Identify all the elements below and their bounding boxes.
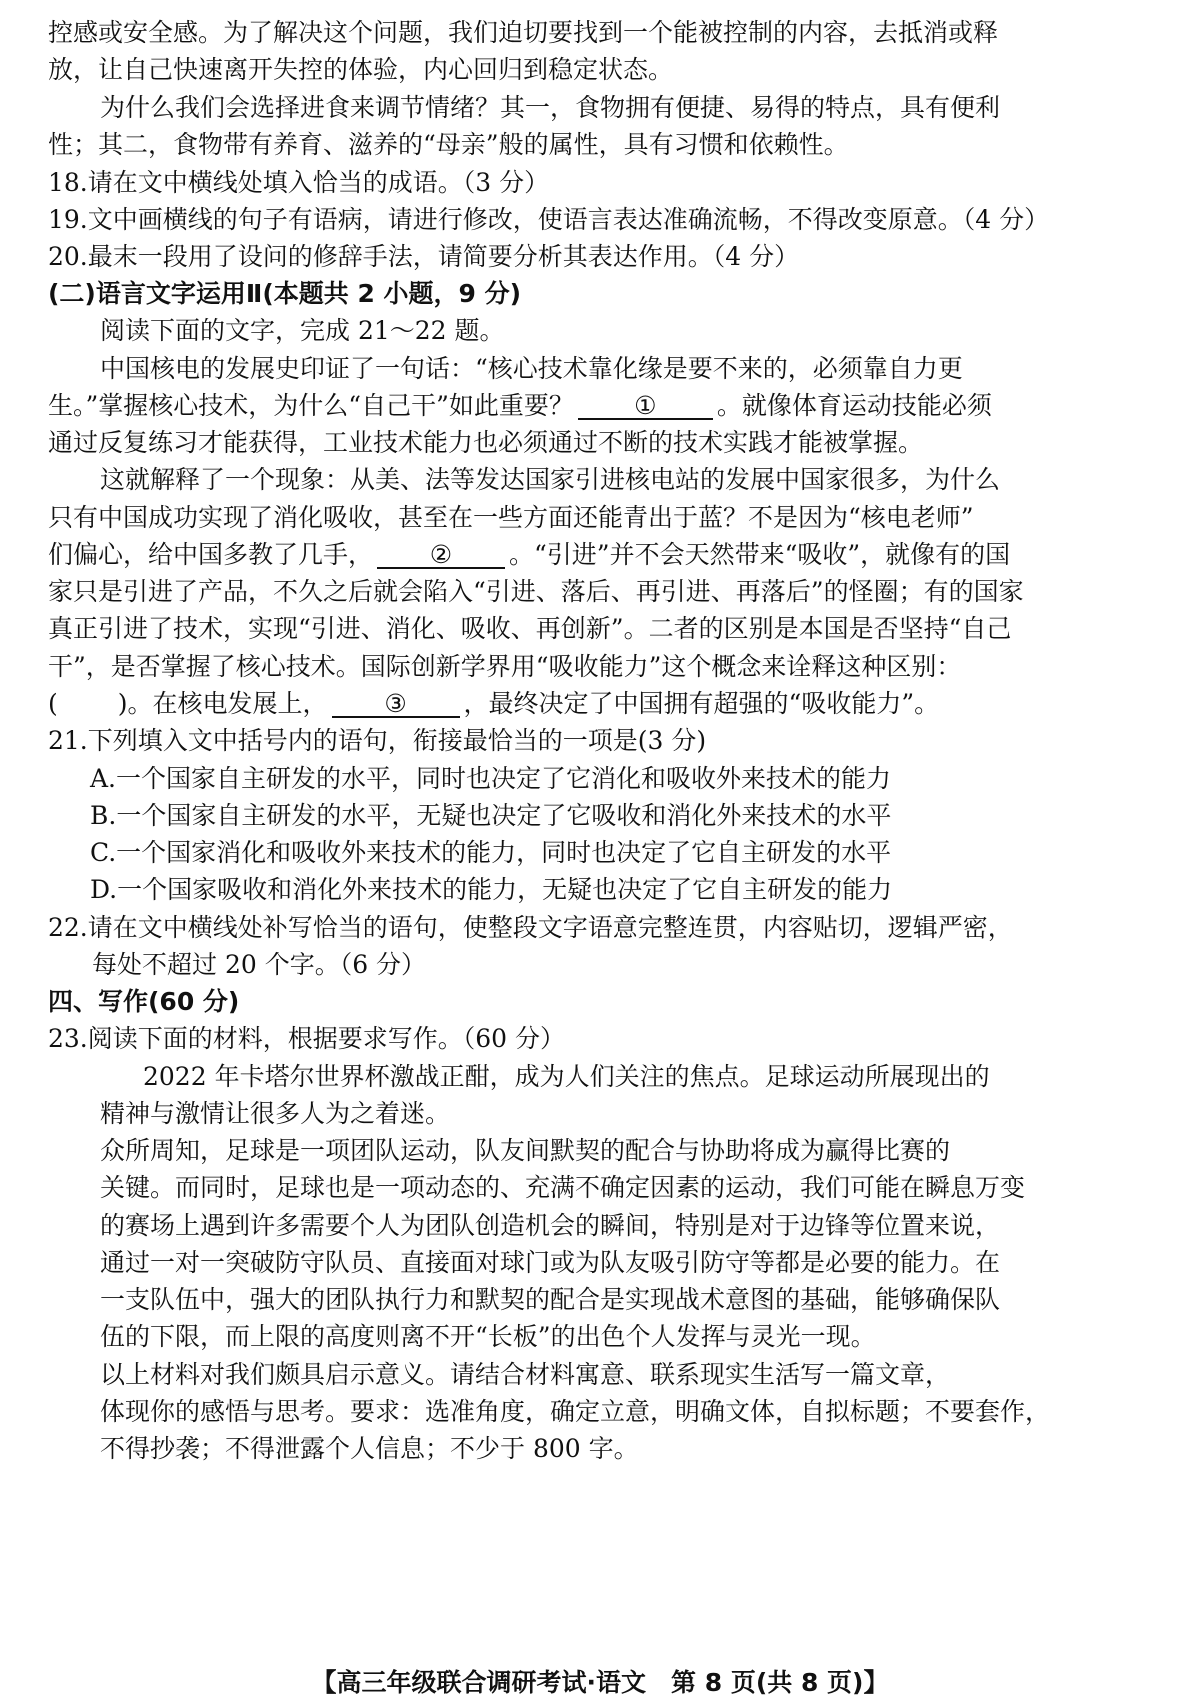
text-line: 只有中国成功实现了消化吸收，甚至在一些方面还能青出于蓝？不是因为“核电老师”	[48, 503, 974, 532]
option-d: D.一个国家吸收和消化外来技术的能力，无疑也决定了它自主研发的能力	[90, 875, 893, 904]
text-line	[48, 542, 1010, 569]
blank-3: ③	[332, 691, 460, 718]
text-line: 关键。而同时，足球也是一项动态的、充满不确定因素的运动，我们可能在瞬息万变	[100, 1173, 1026, 1202]
text-line: 不得抄袭；不得泄露个人信息；不少于 800 字。	[100, 1434, 639, 1463]
page-footer: 【高三年级联合调研考试·语文 第 8 页(共 8 页)】	[311, 1668, 889, 1697]
text-line: 通过一对一突破防守队员、直接面对球门或为队友吸引防守等都是必要的能力。在	[100, 1248, 1001, 1277]
question-20: 20.最末一段用了设问的修辞手法，请简要分析其表达作用。（4 分）	[48, 242, 800, 271]
text-line: 通过反复练习才能获得，工业技术能力也必须通过不断的技术实践才能被掌握。	[48, 428, 924, 457]
question-23: 23.阅读下面的材料，根据要求写作。（60 分）	[48, 1024, 566, 1053]
text-line: 每处不超过 20 个字。（6 分）	[92, 950, 427, 979]
text-line: 放，让自己快速离开失控的体验，内心回归到稳定状态。	[48, 55, 674, 84]
text-line	[48, 393, 992, 420]
option-a: A.一个国家自主研发的水平，同时也决定了它消化和吸收外来技术的能力	[90, 764, 892, 793]
text-line: 真正引进了技术，实现“引进、消化、吸收、再创新”。二者的区别是本国是否坚持“自己	[48, 614, 1012, 643]
question-21: 21.下列填入文中括号内的语句，衔接最恰当的一项是(3 分)	[48, 726, 707, 755]
bracket-open: (	[48, 689, 58, 718]
text-line: 中国核电的发展史印证了一句话：“核心技术靠化缘是要不来的，必须靠自力更	[100, 354, 963, 383]
text-line: 阅读下面的文字，完成 21～22 题。	[100, 316, 505, 345]
blank-2: ②	[377, 542, 505, 569]
text-fragment: 生。”掌握核心技术，为什么“自己干”如此重要？	[48, 391, 574, 420]
text-fragment: )。在核电发展上，	[117, 689, 328, 718]
text-line: 干”，是否掌握了核心技术。国际创新学界用“吸收能力”这个概念来诠释这种区别：	[48, 652, 962, 681]
blank-1: ①	[578, 393, 713, 420]
option-c: C.一个国家消化和吸收外来技术的能力，同时也决定了它自主研发的水平	[90, 838, 892, 867]
text-line: 这就解释了一个现象：从美、法等发达国家引进核电站的发展中国家很多，为什么	[100, 465, 1001, 494]
text-line: 家只是引进了产品，不久之后就会陷入“引进、落后、再引进、再落后”的怪圈；有的国家	[48, 577, 1024, 606]
text-line: 精神与激情让很多人为之着迷。	[100, 1099, 451, 1128]
text-line	[48, 691, 939, 718]
section-heading: 四、写作(60 分)	[48, 987, 240, 1016]
text-line: 的赛场上遇到许多需要个人为团队创造机会的瞬间，特别是对于边锋等位置来说，	[100, 1211, 1001, 1240]
question-19: 19.文中画横线的句子有语病，请进行修改，使语言表达准确流畅，不得改变原意。（4 分）	[48, 205, 1050, 234]
text-fragment: ，最终决定了中国拥有超强的“吸收能力”。	[463, 689, 940, 718]
text-line: 以上材料对我们颇具启示意义。请结合材料寓意、联系现实生活写一篇文章，	[100, 1360, 951, 1389]
text-line: 体现你的感悟与思考。要求：选准角度，确定立意，明确文体，自拟标题；不要套作，	[100, 1397, 1051, 1426]
text-fragment: 们偏心，给中国多教了几手，	[48, 540, 374, 569]
text-line: 为什么我们会选择进食来调节情绪？其一，食物拥有便捷、易得的特点，具有便利	[100, 93, 1001, 122]
question-22: 22.请在文中横线处补写恰当的语句，使整段文字语意完整连贯，内容贴切，逻辑严密，	[48, 913, 1013, 942]
text-line: 一支队伍中，强大的团队执行力和默契的配合是实现战术意图的基础，能够确保队	[100, 1285, 1001, 1314]
question-18: 18.请在文中横线处填入恰当的成语。（3 分）	[48, 168, 550, 197]
section-heading: (二)语言文字运用Ⅱ(本题共 2 小题，9 分)	[48, 279, 522, 308]
text-line: 众所周知，足球是一项团队运动，队友间默契的配合与协助将成为赢得比赛的	[100, 1136, 951, 1165]
text-fragment: 。就像体育运动技能必须	[716, 391, 992, 420]
text-line: 控感或安全感。为了解决这个问题，我们迫切要找到一个能被控制的内容，去抵消或释	[48, 18, 999, 47]
option-b: B.一个国家自主研发的水平，无疑也决定了它吸收和消化外来技术的水平	[90, 801, 892, 830]
text-fragment: 。“引进”并不会天然带来“吸收”，就像有的国	[509, 540, 1011, 569]
text-line: 2022 年卡塔尔世界杯激战正酣，成为人们关注的焦点。足球运动所展现出的	[143, 1062, 990, 1091]
text-line: 性；其二，食物带有养育、滋养的“母亲”般的属性，具有习惯和依赖性。	[48, 130, 849, 159]
text-line: 伍的下限，而上限的高度则离不开“长板”的出色个人发挥与灵光一现。	[100, 1322, 876, 1351]
